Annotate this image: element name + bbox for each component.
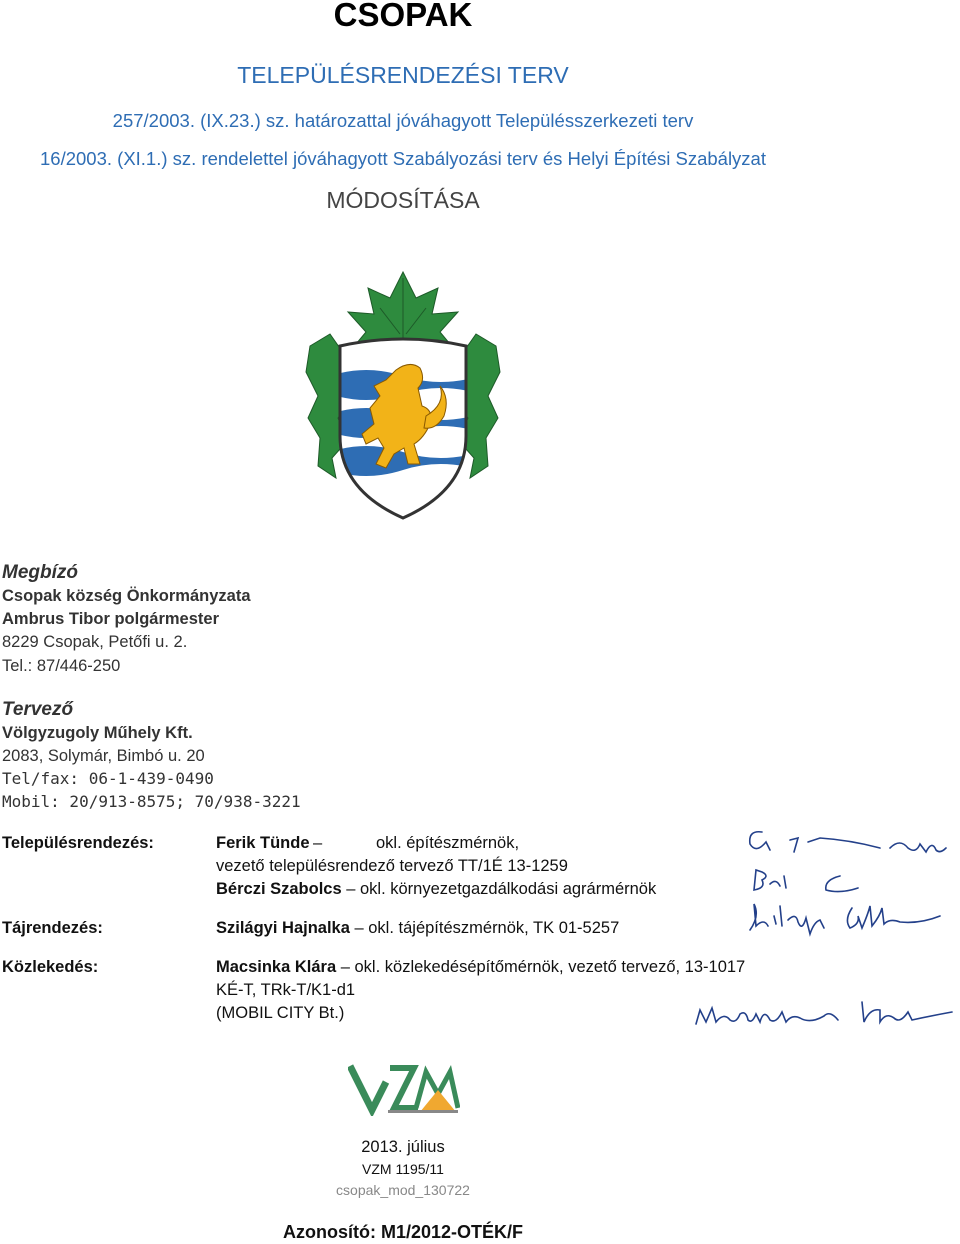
document-filename: csopak_mod_130722	[336, 1182, 470, 1198]
urban-planner-role: okl. építészmérnök,	[376, 834, 520, 852]
client-mayor: Ambrus Tibor polgármester	[2, 610, 219, 628]
client-address: 8229 Csopak, Petőfi u. 2.	[2, 633, 188, 651]
designer-address: 2083, Solymár, Bimbó u. 20	[2, 747, 205, 765]
client-heading: Megbízó	[2, 562, 78, 583]
signature-szilagyi	[750, 904, 940, 934]
client-name: Csopak község Önkormányzata	[2, 587, 251, 605]
modification-heading: MÓDOSÍTÁSA	[326, 187, 480, 213]
document-title: CSOPAK	[333, 0, 473, 33]
urban-planner-dash: –	[313, 834, 323, 852]
signature-berczi	[754, 870, 858, 892]
coat-of-arms-emblem	[300, 268, 506, 526]
landscape-label: Tájrendezés:	[2, 919, 103, 937]
document-subtitle: TELEPÜLÉSRENDEZÉSI TERV	[237, 62, 569, 88]
transport-company: (MOBIL CITY Bt.)	[216, 1004, 345, 1022]
document-identifier: Azonosító: M1/2012-OTÉK/F	[282, 1222, 524, 1242]
urban-planner2-name: Bérczi Szabolcs	[216, 880, 342, 898]
vzm-logo	[348, 1060, 460, 1116]
designer-company: Völgyzugoly Műhely Kft.	[2, 724, 193, 742]
transport-role: – okl. közlekedésépítőmérnök, vezető tervező, 13-1017	[340, 958, 746, 976]
transport-licenses: KÉ-T, TRk-T/K1-d1	[216, 981, 356, 999]
resolution-line: 257/2003. (IX.23.) sz. határozattal jóváhagyott Településszerkezeti terv	[112, 110, 694, 131]
decree-line: 16/2003. (XI.1.) sz. rendelettel jóváhagyott Szabályozási terv és Helyi Építési Szabályzat	[40, 148, 766, 169]
urban-planner-name: Ferik Tünde	[216, 834, 310, 852]
signature-macsinka	[690, 990, 960, 1032]
landscape-role: – okl. tájépítészmérnök, TK 01-5257	[354, 919, 620, 937]
urban-planner2-role: – okl. környezetgazdálkodási agrármérnök	[346, 880, 657, 898]
urban-planning-label: Településrendezés:	[2, 834, 154, 852]
transport-name: Macsinka Klára	[216, 958, 337, 976]
client-phone: Tel.: 87/446-250	[2, 657, 121, 675]
landscape-name: Szilágyi Hajnalka	[216, 919, 350, 937]
urban-planner-license: vezető településrendező tervező TT/1É 13-1259	[216, 857, 568, 875]
urban-planner2-line	[216, 880, 656, 899]
signature-ferik	[750, 832, 946, 852]
landscape-line	[216, 919, 619, 938]
designer-mobile: Mobil: 20/913-8575; 70/938-3221	[2, 792, 301, 811]
transport-label: Közlekedés:	[2, 958, 99, 976]
document-date: 2013. július	[361, 1138, 445, 1156]
designer-heading: Tervező	[2, 699, 74, 720]
document-reference: VZM 1195/11	[362, 1161, 444, 1177]
transport-line	[216, 958, 745, 977]
designer-telfax: Tel/fax: 06-1-439-0490	[2, 769, 214, 788]
signatures-group	[740, 820, 955, 950]
